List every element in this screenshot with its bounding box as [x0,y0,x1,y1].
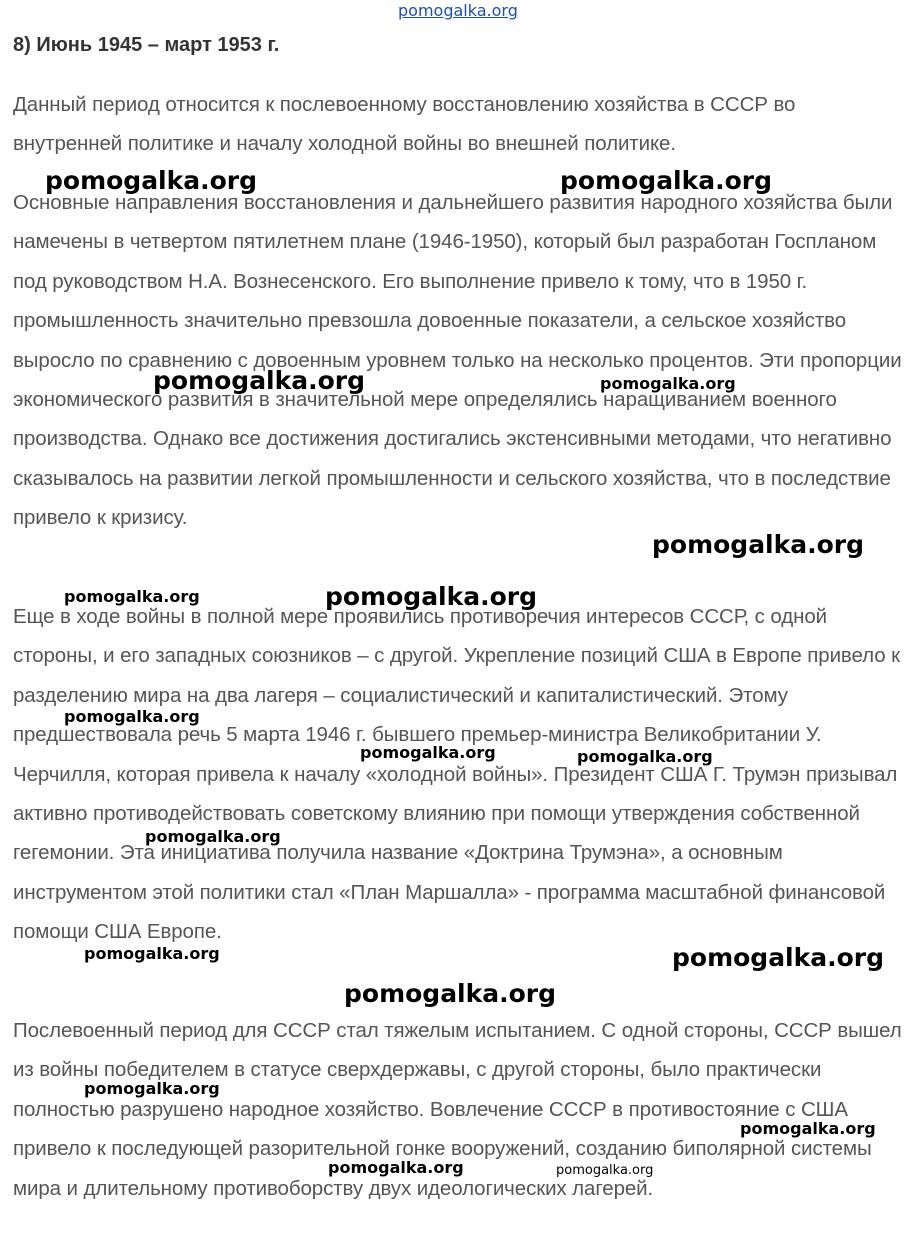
watermark-text: pomogalka.org [577,747,713,766]
paragraph-economy: Основные направления восстановления и дальнейшего развития народного хозяйства были намечены в четвертом пятилетнем плане (1946-1950), который был разработан Госпланом под руководством Н.А. Вознесенского. Его выполнение привело к тому, что в 1950 г. промышленность значительно превзошла довоенные показатели, а сельское хозяйство выросло по сравнению с довоенным уровнем только на несколько процентов. Эти пропорции экономического развития в значительной мере определялись наращиванием военного производства. Однако все достижения достигались экстенсивными методами, что негативно сказывалось на развитии легкой промышленности и сельского хозяйства, что в последствие привело к кризису. [13,191,902,530]
watermark-text: pomogalka.org [84,944,220,963]
paragraph-conclusion: Послевоенный период для СССР стал тяжелым испытанием. С одной стороны, СССР вышел из войны победителем в статусе сверхдержавы, с другой стороны, было практически полностью разрушено народное хозяйство. Вовлечение СССР в противостояние с США привело к последующей разорительной гонке вооружений, созданию биполярной системы мира и длительному противоборству двух идеологических лагерей. [13,1019,902,1200]
watermark-text: pomogalka.org [64,587,200,606]
paragraph-intro: Данный период относится к послевоенному восстановлению хозяйства в СССР во внутренней политике и началу холодной войны во внешней политике. [13,93,796,156]
watermark-text: pomogalka.org [64,707,200,726]
watermark-text: pomogalka.org [560,166,773,195]
section-title: 8) Июнь 1945 – март 1953 г. [13,34,280,56]
watermark-text: pomogalka.org [84,1079,220,1098]
watermark-text: pomogalka.org [360,743,496,762]
header-watermark-link[interactable]: pomogalka.org [398,1,518,20]
watermark-text: pomogalka.org [556,1163,654,1178]
watermark-text: pomogalka.org [344,979,557,1008]
watermark-text: pomogalka.org [45,166,258,195]
watermark-text: pomogalka.org [153,366,366,395]
watermark-text: pomogalka.org [325,582,538,611]
paragraph-cold-war: Еще в ходе войны в полной мере проявились противоречия интересов СССР, с одной стороны, и его западных союзников – с другой. Укрепление позиций США в Европе привело к разделению мира на два лагеря – социалистический и капиталистический. Этому предшествовала речь 5 марта 1946 г. бывшего премьер-министра Великобритании У. Черчилля, которая привела к началу «холодной войны». Президент США Г. Трумэн призывал активно противодействовать советскому влиянию при помощи утверждения собственной гегемонии. Эта инициатива получила название «Доктрина Трумэна», а основным инструментом этой политики стал «План Маршалла» - программа масштабной финансовой помощи США Европе. [13,605,900,944]
watermark-text: pomogalka.org [600,374,736,393]
watermark-text: pomogalka.org [740,1119,876,1138]
watermark-text: pomogalka.org [672,943,885,972]
watermark-text: pomogalka.org [328,1158,464,1177]
watermark-text: pomogalka.org [145,827,281,846]
watermark-text: pomogalka.org [652,530,865,559]
